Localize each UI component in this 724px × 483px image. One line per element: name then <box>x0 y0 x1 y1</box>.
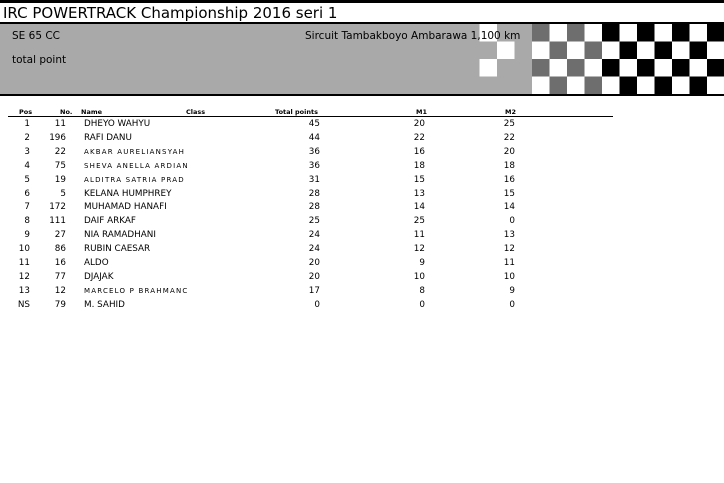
cell-number: 19 <box>54 174 66 185</box>
cell-number: 196 <box>49 132 66 143</box>
cell-number: 86 <box>54 244 66 255</box>
cell-m1-points: 9 <box>419 258 425 268</box>
cell-position: 9 <box>24 230 30 241</box>
flag-square <box>585 77 603 95</box>
cell-rider-name: MUHAMAD HANAFI <box>84 202 167 213</box>
table-row <box>0 215 724 229</box>
cell-number: 5 <box>60 188 66 199</box>
cell-number: 77 <box>54 271 66 282</box>
cell-position: 3 <box>24 146 30 157</box>
table-row <box>0 174 724 188</box>
cell-total-points: 36 <box>308 146 320 157</box>
cell-total-points: 24 <box>308 244 320 255</box>
cell-rider-name: DHEYO WAHYU <box>84 119 151 129</box>
cell-m1-points: 22 <box>413 132 425 143</box>
cell-total-points: 20 <box>308 271 320 282</box>
cell-total-points: 20 <box>308 258 320 268</box>
cell-position: 4 <box>24 160 30 171</box>
flag-square <box>550 24 568 42</box>
cell-rider-name: RAFI DANU <box>84 132 132 143</box>
cell-rider-name: DAIF ARKAF <box>84 216 136 227</box>
flag-square <box>532 42 550 60</box>
cell-m2-points: 0 <box>509 216 515 227</box>
table-row <box>0 299 724 313</box>
table-row <box>0 271 724 285</box>
flag-square <box>690 77 708 95</box>
cell-rider-name: ALDITRA SATRIA PRAD <box>84 175 185 184</box>
flag-square <box>480 59 498 77</box>
cell-m1-points: 11 <box>413 230 425 241</box>
table-row <box>0 146 724 160</box>
flag-square <box>655 77 673 95</box>
cell-total-points: 0 <box>314 299 320 310</box>
cell-total-points: 28 <box>308 202 320 213</box>
flag-square <box>585 42 603 60</box>
flag-square <box>655 24 673 42</box>
flag-square <box>672 24 690 42</box>
flag-square <box>637 59 655 77</box>
top-rule <box>0 0 724 3</box>
flag-square <box>707 24 724 42</box>
cell-rider-name: M. SAHID <box>84 299 125 310</box>
cell-total-points: 24 <box>308 230 320 241</box>
cell-total-points: 28 <box>308 188 320 199</box>
cell-number: 12 <box>54 285 66 296</box>
cell-total-points: 25 <box>308 216 320 227</box>
cell-m2-points: 22 <box>503 132 515 143</box>
flag-square <box>602 42 620 60</box>
cell-position: 8 <box>24 216 30 227</box>
cell-m2-points: 14 <box>503 202 515 213</box>
table-row <box>0 160 724 174</box>
cell-rider-name: AKBAR AURELIANSYAH <box>84 147 186 156</box>
cell-m1-points: 0 <box>419 299 425 310</box>
flag-square <box>550 77 568 95</box>
cell-number: 79 <box>54 299 66 310</box>
flag-square <box>567 77 585 95</box>
flag-square <box>655 59 673 77</box>
cell-m1-points: 25 <box>413 216 425 227</box>
cell-position: 10 <box>18 244 30 255</box>
col-header-no: No. <box>60 108 73 116</box>
cell-m1-points: 18 <box>413 160 425 171</box>
flag-square <box>550 59 568 77</box>
flag-square <box>602 24 620 42</box>
cell-m2-points: 12 <box>503 244 515 255</box>
col-header-name: Name <box>81 108 103 116</box>
flag-square <box>567 42 585 60</box>
cell-m2-points: 25 <box>503 119 515 129</box>
cell-position: 13 <box>18 285 30 296</box>
cell-position: 6 <box>24 188 30 199</box>
cell-position: 12 <box>18 271 30 282</box>
cell-number: 16 <box>54 258 66 268</box>
flag-square <box>655 42 673 60</box>
cell-m2-points: 13 <box>503 230 515 241</box>
flag-square <box>707 77 724 95</box>
cell-m1-points: 15 <box>413 174 425 185</box>
cell-number: 27 <box>54 230 66 241</box>
points-type-label: total point <box>12 54 67 66</box>
col-header-pos: Pos <box>19 108 33 116</box>
cell-total-points: 44 <box>308 132 320 143</box>
flag-square <box>620 42 638 60</box>
flag-square <box>672 77 690 95</box>
header-rule <box>8 116 613 117</box>
cell-rider-name: DJAJAK <box>84 271 114 282</box>
cell-m1-points: 8 <box>419 285 425 296</box>
flag-square <box>672 59 690 77</box>
col-header-class: Class <box>186 108 206 116</box>
flag-square <box>690 24 708 42</box>
cell-m2-points: 0 <box>509 299 515 310</box>
cell-rider-name: ALDO <box>84 258 109 268</box>
flag-square <box>497 42 515 60</box>
flag-square <box>567 24 585 42</box>
table-row <box>0 188 724 202</box>
cell-position: 7 <box>24 202 30 213</box>
flag-square <box>620 24 638 42</box>
cell-m1-points: 16 <box>413 146 425 157</box>
table-row <box>0 132 724 146</box>
table-row <box>0 201 724 215</box>
table-row <box>0 118 724 132</box>
track-name: Sircuit Tambakboyo Ambarawa 1,100 km <box>305 30 521 42</box>
cell-position: NS <box>17 299 30 310</box>
col-header-m1: M1 <box>416 108 427 116</box>
cell-rider-name: SHEVA ANELLA ARDIAN <box>84 161 189 170</box>
flag-square <box>690 59 708 77</box>
cell-total-points: 17 <box>308 285 320 296</box>
cell-m1-points: 12 <box>413 244 425 255</box>
table-row <box>0 257 724 271</box>
cell-rider-name: MARCELO P BRAHMANC <box>84 286 189 295</box>
cell-number: 11 <box>54 119 66 129</box>
cell-m2-points: 9 <box>509 285 515 296</box>
table-row <box>0 285 724 299</box>
cell-position: 5 <box>24 174 30 185</box>
flag-square <box>567 59 585 77</box>
cell-m2-points: 10 <box>503 271 515 282</box>
event-banner <box>0 24 724 94</box>
flag-square <box>585 24 603 42</box>
col-header-total: Total points <box>275 108 318 116</box>
cell-number: 75 <box>54 160 66 171</box>
col-header-m2: M2 <box>505 108 516 116</box>
flag-square <box>672 42 690 60</box>
flag-square <box>620 59 638 77</box>
cell-m2-points: 20 <box>503 146 515 157</box>
flag-square <box>690 42 708 60</box>
cell-rider-name: RUBIN CAESAR <box>84 244 151 255</box>
table-row <box>0 243 724 257</box>
cell-m1-points: 14 <box>413 202 425 213</box>
band-bottom-rule <box>0 94 724 96</box>
page-title: IRC POWERTRACK Championship 2016 seri 1 <box>3 4 338 22</box>
cell-position: 2 <box>24 132 30 143</box>
flag-square <box>532 24 550 42</box>
cell-position: 11 <box>18 258 30 268</box>
cell-m2-points: 11 <box>503 258 515 268</box>
flag-square <box>637 24 655 42</box>
flag-square <box>602 59 620 77</box>
cell-number: 172 <box>49 202 66 213</box>
cell-number: 22 <box>54 146 66 157</box>
cell-total-points: 45 <box>308 119 320 129</box>
cell-m1-points: 13 <box>413 188 425 199</box>
flag-square <box>620 77 638 95</box>
cell-m1-points: 20 <box>413 119 425 129</box>
flag-square <box>637 42 655 60</box>
flag-square <box>707 59 724 77</box>
cell-number: 111 <box>49 216 66 227</box>
flag-square <box>602 77 620 95</box>
flag-square <box>585 59 603 77</box>
cell-total-points: 36 <box>308 160 320 171</box>
cell-m2-points: 18 <box>503 160 515 171</box>
cell-total-points: 31 <box>308 174 320 185</box>
flag-square <box>550 42 568 60</box>
flag-square <box>532 77 550 95</box>
flag-square <box>532 59 550 77</box>
flag-square <box>707 42 724 60</box>
cell-position: 1 <box>24 119 30 129</box>
flag-square <box>637 77 655 95</box>
class-name: SE 65 CC <box>12 30 60 42</box>
cell-rider-name: KELANA HUMPHREY <box>84 188 172 199</box>
table-row <box>0 229 724 243</box>
cell-rider-name: NIA RAMADHANI <box>84 230 156 241</box>
cell-m2-points: 15 <box>503 188 515 199</box>
cell-m2-points: 16 <box>503 174 515 185</box>
cell-m1-points: 10 <box>413 271 425 282</box>
